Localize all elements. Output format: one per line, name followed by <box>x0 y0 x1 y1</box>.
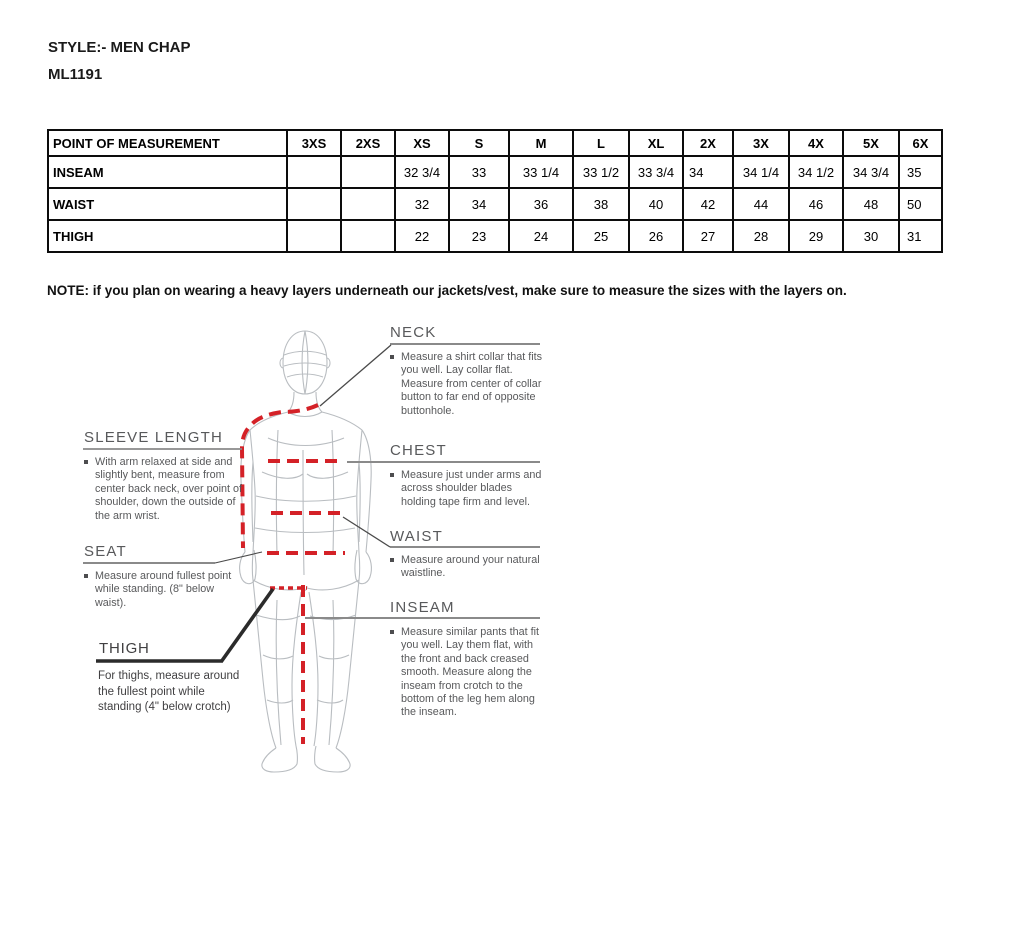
column-header-size-3xs: 3XS <box>287 130 341 156</box>
row-label: INSEAM <box>48 156 287 188</box>
neck-description: Measure a shirt collar that fits you well. Lay collar flat. Measure from center of collar button to far end of opposite buttonhole. <box>390 351 544 418</box>
size-value-cell: 36 <box>509 188 573 220</box>
size-value-cell: 50 <box>899 188 942 220</box>
neck-label: NECK <box>390 324 437 341</box>
column-header-size-3x: 3X <box>733 130 789 156</box>
size-value-cell: 26 <box>629 220 683 252</box>
size-value-cell: 35 <box>899 156 942 188</box>
model-number: ML1191 <box>48 66 103 83</box>
size-value-cell: 28 <box>733 220 789 252</box>
waist-label: WAIST <box>390 528 443 545</box>
column-header-size-xl: XL <box>629 130 683 156</box>
column-header-size-xs: XS <box>395 130 449 156</box>
size-value-cell: 34 3/4 <box>843 156 899 188</box>
bullet-icon <box>390 630 394 634</box>
size-value-cell: 33 1/4 <box>509 156 573 188</box>
bullet-icon <box>390 355 394 359</box>
column-header-size-4x: 4X <box>789 130 843 156</box>
size-value-cell: 33 1/2 <box>573 156 629 188</box>
size-value-cell: 30 <box>843 220 899 252</box>
size-value-cell: 32 <box>395 188 449 220</box>
sleeve-length-description: With arm relaxed at side and slightly bent, measure from center back neck, over point of shoulder, down the outside of the arm wrist. <box>84 456 249 523</box>
size-value-cell: 42 <box>683 188 733 220</box>
bullet-icon <box>390 473 394 477</box>
column-header-point-of-measurement: POINT OF MEASUREMENT <box>48 130 287 156</box>
size-value-cell: 31 <box>899 220 942 252</box>
size-value-cell: 48 <box>843 188 899 220</box>
size-value-cell: 40 <box>629 188 683 220</box>
column-header-size-5x: 5X <box>843 130 899 156</box>
column-header-size-2xs: 2XS <box>341 130 395 156</box>
size-value-cell: 44 <box>733 188 789 220</box>
size-value-cell: 29 <box>789 220 843 252</box>
inseam-label: INSEAM <box>390 599 455 616</box>
size-value-cell: 34 1/4 <box>733 156 789 188</box>
size-value-cell: 46 <box>789 188 843 220</box>
size-value-cell: 24 <box>509 220 573 252</box>
size-value-cell: 23 <box>449 220 509 252</box>
column-header-size-s: S <box>449 130 509 156</box>
inseam-description: Measure similar pants that fit you well. Lay them flat, with the front and back creased smooth. Measure along the inseam from crotch to the bottom of the leg hem along the inseam. <box>390 626 548 720</box>
size-value-cell: 25 <box>573 220 629 252</box>
thigh-description: For thighs, measure around the fullest point while standing (4" below crotch) <box>98 670 240 713</box>
seat-label: SEAT <box>84 543 127 560</box>
size-value-cell: 32 3/4 <box>395 156 449 188</box>
row-label: THIGH <box>48 220 287 252</box>
size-value-cell: 34 <box>683 156 733 188</box>
chest-label: CHEST <box>390 442 447 459</box>
size-value-cell: 33 <box>449 156 509 188</box>
bullet-icon <box>84 460 88 464</box>
chest-description: Measure just under arms and across shoulder blades holding tape firm and level. <box>390 469 544 509</box>
thigh-label: THIGH <box>99 640 150 657</box>
row-label: WAIST <box>48 188 287 220</box>
layers-note: NOTE: if you plan on wearing a heavy layers underneath our jackets/vest, make sure to measure the sizes with the layers on. <box>47 283 847 298</box>
size-value-cell: 22 <box>395 220 449 252</box>
size-value-cell: 27 <box>683 220 733 252</box>
column-header-size-6x: 6X <box>899 130 942 156</box>
style-title: STYLE:- MEN CHAP <box>48 39 191 56</box>
size-value-cell: 34 1/2 <box>789 156 843 188</box>
seat-description: Measure around fullest point while standing. (8" below waist). <box>84 570 234 610</box>
column-header-size-2x: 2X <box>683 130 733 156</box>
size-value-cell: 34 <box>449 188 509 220</box>
bullet-icon <box>390 558 394 562</box>
size-value-cell: 38 <box>573 188 629 220</box>
bullet-icon <box>84 574 88 578</box>
column-header-size-m: M <box>509 130 573 156</box>
waist-description: Measure around your natural waistline. <box>390 554 540 581</box>
size-value-cell: 33 3/4 <box>629 156 683 188</box>
column-header-size-l: L <box>573 130 629 156</box>
sleeve-length-label: SLEEVE LENGTH <box>84 429 223 446</box>
